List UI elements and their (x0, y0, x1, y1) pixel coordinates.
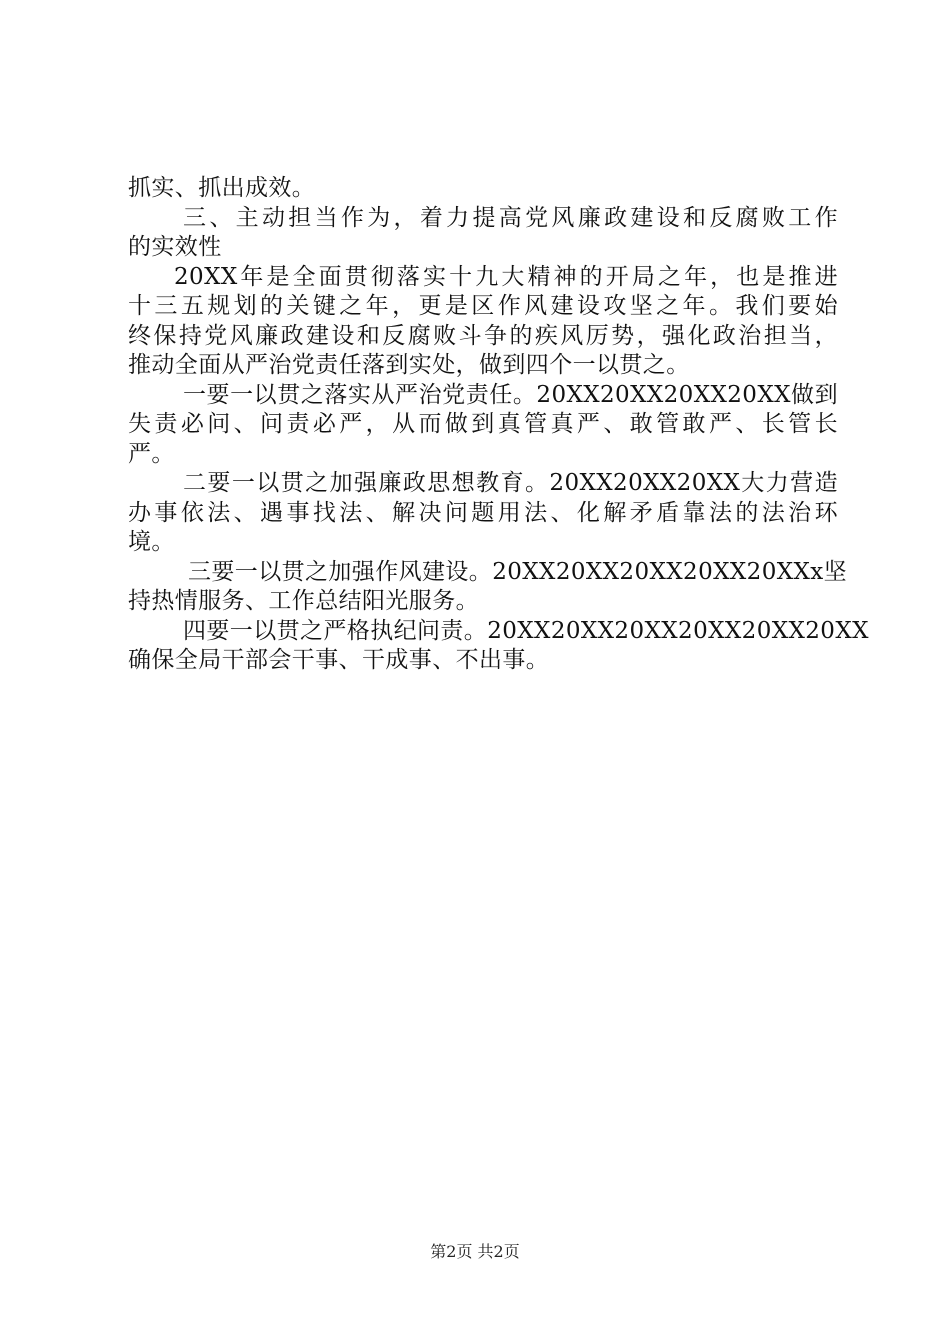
page-number-footer: 第2页 共2页 (430, 1242, 520, 1261)
text-line: 抓实、抓出成效。 (128, 175, 316, 201)
text-line: 持热情服务、工作总结阳光服务。 (128, 588, 479, 614)
text-line: 二要一以贯之加强廉政思想教育。20XX20XX20XX大力营造 (183, 470, 838, 496)
text-line: 推动全面从严治党责任落到实处，做到四个一以贯之。 (128, 352, 690, 378)
text-line: 20XX年是全面贯彻落实十九大精神的开局之年，也是推进 (174, 263, 838, 290)
text-line: 境。 (128, 529, 175, 555)
text-line: 办事依法、遇事找法、解决问题用法、化解矛盾靠法的法治环 (128, 499, 838, 526)
text-line: 四要一以贯之严格执纪问责。20XX20XX20XX20XX20XX20XX (183, 617, 869, 644)
text-line: 终保持党风廉政建设和反腐败斗争的疾风厉势，强化政治担当， (128, 322, 838, 349)
text-line: 一要一以贯之落实从严治党责任。20XX20XX20XX20XX做到 (183, 381, 838, 408)
section-heading-line: 三、主动担当作为，着力提高党风廉政建设和反腐败工作 (183, 204, 838, 231)
text-line: 严。 (128, 440, 175, 467)
section-heading-line: 的实效性 (128, 234, 222, 260)
document-body (128, 174, 869, 676)
text-line: 三要一以贯之加强作风建设。20XX20XX20XX20XX20XXx坚 (188, 558, 848, 585)
text-line: 十三五规划的关键之年，更是区作风建设攻坚之年。我们要始 (128, 293, 838, 319)
text-line: 确保全局干部会干事、干成事、不出事。 (128, 647, 550, 673)
text-line: 失责必问、问责必严，从而做到真管真严、敢管敢严、长管长 (128, 411, 838, 437)
